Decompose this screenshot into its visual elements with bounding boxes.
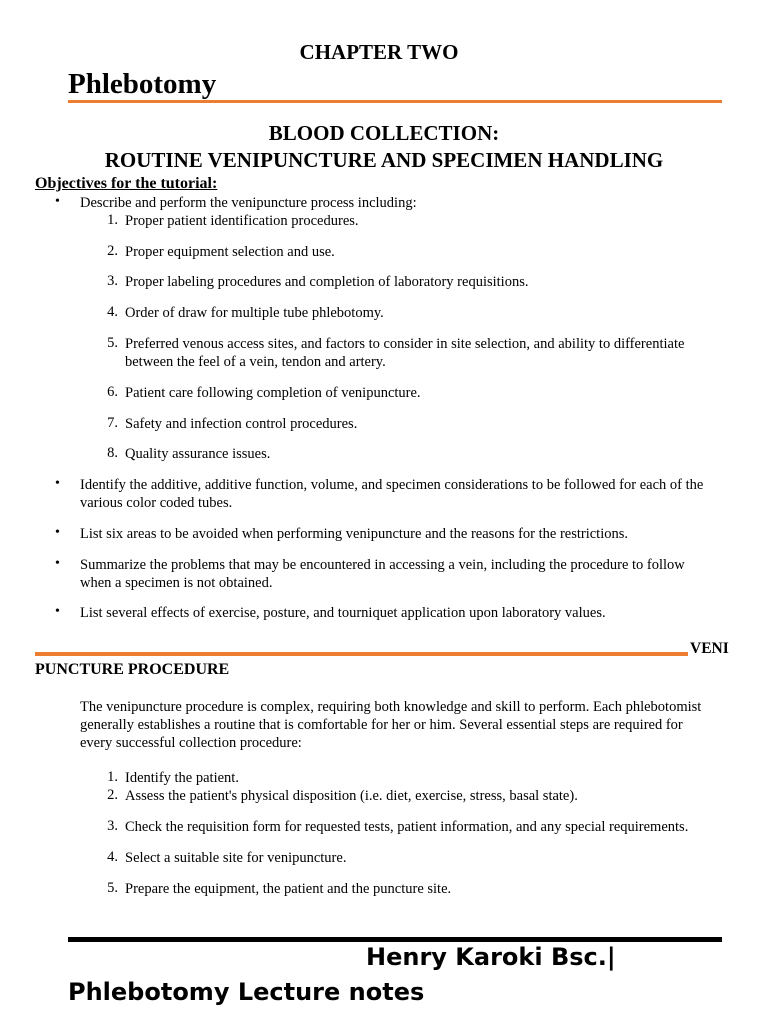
step-number: 4. <box>107 849 118 865</box>
objective-item: List six areas to be avoided when performing venipuncture and the reasons for the restrictions. <box>80 526 629 542</box>
step-number: 5. <box>107 880 118 896</box>
objective-item: Summarize the problems that may be encountered in accessing a vein, including the procedure to follow <box>80 557 685 573</box>
section-heading: BLOOD COLLECTION: <box>268 121 500 145</box>
footer-title: Phlebotomy Lecture notes <box>68 978 425 1006</box>
section-subheading: ROUTINE VENIPUNCTURE AND SPECIMEN HANDLING <box>104 148 664 172</box>
section-divider <box>35 652 688 656</box>
list-number: 1. <box>107 212 118 228</box>
section-heading: PUNCTURE PROCEDURE <box>35 661 230 678</box>
chapter-label: CHAPTER TWO <box>299 40 459 64</box>
step-number: 1. <box>107 769 118 785</box>
bullet-icon: • <box>55 525 60 540</box>
bullet-icon: • <box>55 194 60 209</box>
list-item: Quality assurance issues. <box>125 446 271 462</box>
objective-item: Identify the additive, additive function, volume, and specimen considerations to be followed for each of the <box>80 477 704 493</box>
procedure-step: Identify the patient. <box>125 770 239 786</box>
list-item: Proper labeling procedures and completion of laboratory requisitions. <box>125 274 529 290</box>
bullet-icon: • <box>55 604 60 619</box>
bullet-icon: • <box>55 476 60 491</box>
procedure-step: Prepare the equipment, the patient and the puncture site. <box>125 881 452 897</box>
list-item: Proper patient identification procedures. <box>125 213 359 229</box>
objective-item-continued: when a specimen is not obtained. <box>80 575 273 591</box>
procedure-step: Assess the patient's physical disposition (i.e. diet, exercise, stress, basal state). <box>125 788 578 804</box>
footer-author: Henry Karoki Bsc.| <box>366 943 616 971</box>
procedure-step: Check the requisition form for requested tests, patient information, and any special requirements. <box>125 819 689 835</box>
section-heading-fragment: VENI <box>690 640 729 657</box>
bullet-icon: • <box>55 556 60 571</box>
list-item: Patient care following completion of venipuncture. <box>125 385 421 401</box>
paragraph-line: The venipuncture procedure is complex, requiring both knowledge and skill to perform. Each phlebotomist <box>80 699 702 715</box>
list-item-continued: between the feel of a vein, tendon and artery. <box>125 354 386 370</box>
objective-item-continued: various color coded tubes. <box>80 495 233 511</box>
objective-item: List several effects of exercise, posture, and tourniquet application upon laboratory values. <box>80 605 606 621</box>
list-number: 7. <box>107 415 118 431</box>
list-number: 6. <box>107 384 118 400</box>
list-item: Proper equipment selection and use. <box>125 244 335 260</box>
step-number: 3. <box>107 818 118 834</box>
objectives-heading: Objectives for the tutorial: <box>35 175 218 192</box>
list-number: 2. <box>107 243 118 259</box>
objective-item: Describe and perform the venipuncture process including: <box>80 195 417 211</box>
title-underline <box>68 100 722 103</box>
list-number: 3. <box>107 273 118 289</box>
paragraph-line: every successful collection procedure: <box>80 735 302 751</box>
list-item: Safety and infection control procedures. <box>125 416 358 432</box>
list-item: Order of draw for multiple tube phlebotomy. <box>125 305 384 321</box>
list-number: 4. <box>107 304 118 320</box>
footer-rule <box>68 937 722 942</box>
list-item: Preferred venous access sites, and factors to consider in site selection, and ability to differentiate <box>125 336 685 352</box>
procedure-step: Select a suitable site for venipuncture. <box>125 850 347 866</box>
list-number: 8. <box>107 445 118 461</box>
page-title: Phlebotomy <box>68 68 217 100</box>
step-number: 2. <box>107 787 118 803</box>
list-number: 5. <box>107 335 118 351</box>
paragraph-line: generally establishes a routine that is comfortable for her or him. Several essential steps are required for <box>80 717 683 733</box>
